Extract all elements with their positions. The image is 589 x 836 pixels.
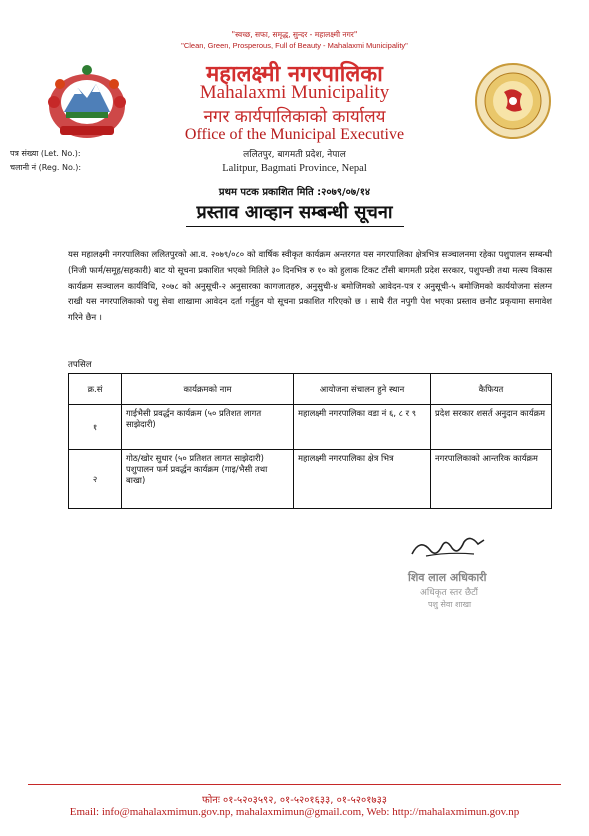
row-serial: २	[69, 450, 122, 509]
publish-date: प्रथम पटक प्रकाशित मिति :२०७९/०७/१४	[218, 187, 371, 198]
notice-body: यस महालक्ष्मी नगरपालिका ललितपुरको आ.व. २०७९/०८० को वार्षिक स्वीकृत कार्यक्रम अन्तरगत यस नगरपालिका क्षेत्रभित्र सञ्चालनमा रहेका पशुपालन सम्बन्धी (निजी फार्म/समूह/सहकारी) बाट यो सूचना प्रकाशित भएको मितिले ३० दिनभित्र रु १० को हुलाक टिकट टाँसी बागमती प्रदेश सरकार, पशुपन्छी तथा मत्स्य विकास कार्यक्रम सञ्चालन कार्यविधि, २०७८ को अनुसूची-२ अनुसारका कागजातहरु, अनुसुची-४ बमोजिमको आवेदन-पत्र र अनुसूची-५ बमोजिमको कार्ययोजना संलग्न राखी यस नगरपालिकाको पशु सेवा शाखामा आवेदन दर्ता गर्नुहुन यो सूचना प्रकाशित गरिएको छ । साथै रीत नपुगी पेश भएका प्रस्ताव छनौट प्रकृयामा समावेश गरिने छैन ।	[68, 249, 552, 323]
signatory-name: शिव लाल अधिकारी	[408, 571, 487, 584]
row-remarks: प्रदेश सरकार शसर्त अनुदान कार्यक्रम	[431, 405, 552, 450]
municipality-name-english: Mahalaxmi Municipality	[199, 82, 390, 103]
row-serial: १	[69, 405, 122, 450]
registration-number-label: चलानी नं (Reg. No.):	[10, 163, 82, 172]
slogan-nepali: "स्वच्छ, सफा, समृद्ध, सुन्दर - महालक्ष्मी नगर"	[231, 30, 358, 39]
office-name-nepali: नगर कार्यपालिकाको कार्यालय	[203, 107, 386, 127]
row-location: महालक्ष्मी नगरपालिका क्षेत्र भित्र	[294, 450, 431, 509]
footer-contact: Email: info@mahalaxmimun.gov.np, mahalaxmimun@gmail.com, Web: http://mahalaxmimun.gov.np	[69, 806, 520, 818]
header-location: आयोजना संचालन हुने स्थान	[294, 374, 431, 405]
footer-phone: फोनः ०१-५२०३५९२, ०१-५२०१६३३, ०१-५२०१७३३	[202, 795, 387, 806]
row-program-name: गाईभैसी प्रवर्द्धन कार्यक्रम (५० प्रतिशत लागत साझेदारी)	[122, 405, 294, 450]
row-program-name-2: पशुपालन फर्म प्रवर्द्धन कार्यक्रम (गाइ/भैसी तथा बाखा)	[126, 464, 268, 485]
row-remarks: नगरपालिकाको आन्तरिक कार्यक्रम	[431, 450, 552, 509]
table-row	[69, 450, 552, 509]
table-header-row	[69, 374, 552, 405]
address-nepali: ललितपुर, बागमती प्रदेश, नेपाल	[243, 150, 346, 160]
header-serial: क्र.सं	[69, 374, 122, 405]
municipality-name-nepali: महालक्ष्मी नगरपालिका	[206, 62, 383, 87]
notice-title: प्रस्ताव आव्हान सम्बन्धी सूचना	[196, 202, 393, 223]
letter-number-label: पत्र संख्या (Let. No.):	[10, 149, 81, 158]
table-row	[69, 405, 552, 450]
office-name-english: Office of the Municipal Executive	[184, 126, 405, 143]
title-underline	[186, 226, 404, 227]
row-program-name: गोठ/खोर सुधार (५० प्रतिशत लागत साझेदारी)	[126, 453, 264, 463]
row-location: महालक्ष्मी नगरपालिका वडा नं ६, ८ र ९	[294, 405, 431, 450]
program-table	[68, 373, 552, 509]
details-label: तपसिल	[68, 360, 92, 370]
signature-mark	[408, 532, 488, 562]
row-program-name-cell	[122, 450, 294, 509]
address-english: Lalitpur, Bagmati Province, Nepal	[222, 163, 367, 174]
header-remarks: कैफियत	[431, 374, 552, 405]
footer-divider	[28, 784, 561, 785]
slogan-english: "Clean, Green, Prosperous, Full of Beauty - Mahalaxmi Municipality"	[181, 41, 408, 50]
header-program-name: कार्यक्रमको नाम	[122, 374, 294, 405]
signatory-title: अधिकृत स्तर छैटौं	[420, 588, 478, 598]
signatory-section: पशु सेवा शाखा	[428, 600, 472, 609]
